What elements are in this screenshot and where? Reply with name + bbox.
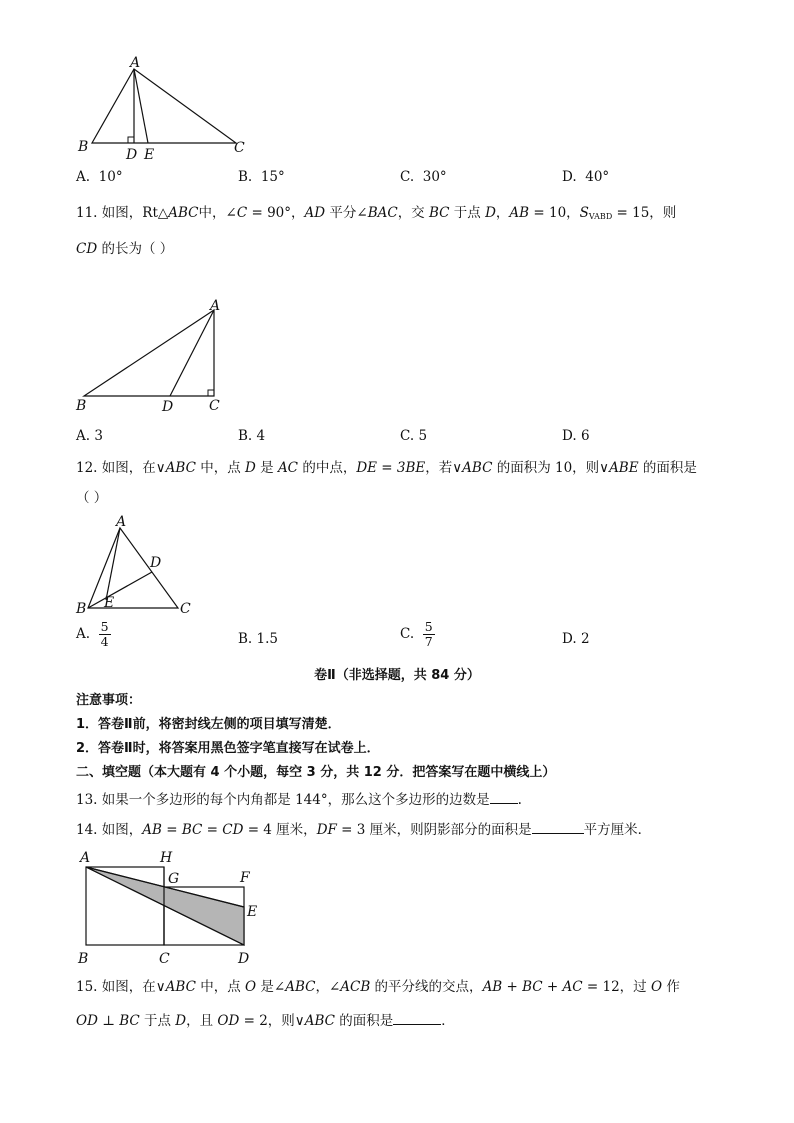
q14-stem: 14. 如图，AB = BC = CD = 4 厘米，DF = 3 厘米，则阴影部分的面积是 平方厘米． bbox=[76, 819, 651, 840]
q14-label-a: A bbox=[80, 850, 91, 866]
q11-option-a[interactable]: A. 3 bbox=[76, 428, 103, 444]
q12-option-a[interactable]: A. $\frac{5}{4}$ bbox=[76, 619, 109, 649]
q10-label-c: C bbox=[234, 140, 245, 156]
q14-label-b: B bbox=[78, 951, 89, 967]
section2-title: 卷Ⅱ（非选择题，共 84 分） bbox=[314, 668, 480, 683]
q11-figure bbox=[70, 298, 240, 418]
notice-title: 注意事项： bbox=[76, 693, 142, 708]
q10-option-c[interactable]: C. 30° bbox=[400, 169, 447, 185]
q15-answer-blank[interactable] bbox=[393, 1010, 441, 1025]
q10-label-a: A bbox=[130, 55, 141, 71]
q10-label-b: B bbox=[78, 139, 89, 155]
q14-figure bbox=[70, 845, 270, 970]
q12-label-b: B bbox=[76, 601, 87, 617]
q11-label-a: A bbox=[210, 298, 221, 314]
q14-label-f: F bbox=[240, 870, 250, 886]
q15-stem-line1: 15. 如图，在∨ABC 中，点 O 是∠ABC，∠ACB 的平分线的交点，AB + BC + AC = 12，过 O 作 bbox=[76, 979, 680, 995]
q12-option-b[interactable]: B. 1.5 bbox=[238, 631, 278, 647]
q11-option-b[interactable]: B. 4 bbox=[238, 428, 266, 444]
q11-option-d[interactable]: D. 6 bbox=[562, 428, 590, 444]
q14-label-g: G bbox=[168, 871, 180, 887]
q12-label-c: C bbox=[180, 601, 191, 617]
q12-label-a: A bbox=[116, 514, 127, 530]
q12-stem-line1: 12. 如图，在∨ABC 中，点 D 是 AC 的中点，DE = 3BE，若∨ABC 的面积为 10，则∨ABE 的面积是 bbox=[76, 460, 697, 476]
q11-label-d: D bbox=[162, 399, 174, 415]
q10-option-d[interactable]: D. 40° bbox=[562, 169, 610, 185]
q13-stem: 13. 如果一个多边形的每个内角都是 144°，那么这个多边形的边数是 . bbox=[76, 789, 522, 810]
q11-label-c: C bbox=[209, 398, 220, 414]
q12-label-e: E bbox=[104, 595, 115, 611]
q10-label-d: D bbox=[126, 147, 138, 163]
q10-figure bbox=[70, 55, 260, 165]
notice-item-2: 2．答卷Ⅱ时，将答案用黑色签字笔直接写在试卷上． bbox=[76, 741, 380, 756]
q12-option-c[interactable]: C. $\frac{5}{7}$ bbox=[400, 619, 433, 649]
q12-option-d[interactable]: D. 2 bbox=[562, 631, 590, 647]
q10-option-b[interactable]: B. 15° bbox=[238, 169, 285, 185]
q13-answer-blank[interactable] bbox=[490, 789, 518, 804]
q14-answer-blank[interactable] bbox=[532, 819, 584, 834]
fill-in-heading: 二、填空题（本大题有 4 个小题，每空 3 分，共 12 分．把答案写在题中横线上） bbox=[76, 765, 556, 780]
q10-option-a[interactable]: A. 10° bbox=[76, 169, 123, 185]
q14-label-d: D bbox=[238, 951, 250, 967]
q14-label-e: E bbox=[247, 904, 258, 920]
q14-label-c: C bbox=[159, 951, 170, 967]
q14-label-h: H bbox=[160, 850, 173, 866]
q11-label-b: B bbox=[76, 398, 87, 414]
q10-label-e: E bbox=[144, 147, 155, 163]
q11-option-c[interactable]: C. 5 bbox=[400, 428, 428, 444]
q12-stem-line2: （ ） bbox=[76, 490, 108, 506]
q11-stem-line2: CD 的长为（ ） bbox=[76, 241, 174, 257]
q11-stem-line1: 11. 如图，Rt△ABC中，∠C = 90°，AD 平分∠BAC，交 BC 于点 D，AB = 10，$S_{VABD} = 15$，则 bbox=[76, 205, 677, 221]
notice-item-1: 1．答卷Ⅱ前，将密封线左侧的项目填写清楚． bbox=[76, 717, 341, 732]
q12-figure bbox=[70, 512, 200, 620]
q15-stem-line2: OD ⊥ BC 于点 D，且 OD = 2，则∨ABC 的面积是 ． bbox=[76, 1010, 455, 1031]
q12-label-d: D bbox=[150, 555, 162, 571]
